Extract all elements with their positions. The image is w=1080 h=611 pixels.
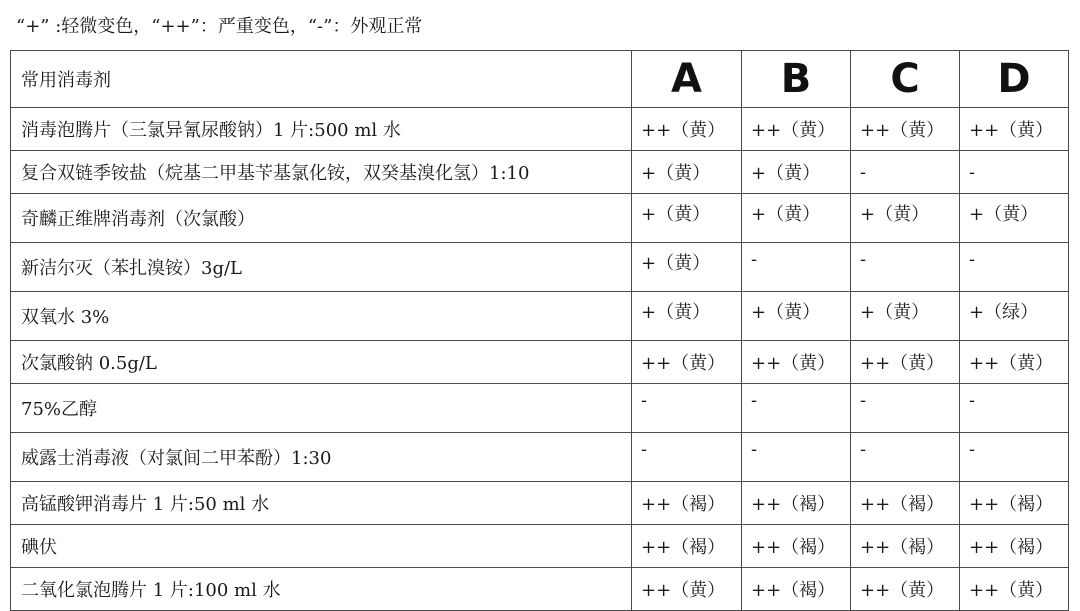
disinfectant-table — [10, 50, 1069, 611]
result-cell-d: ++（褐） — [960, 482, 1069, 525]
result-cell-d: - — [960, 433, 1069, 482]
result-cell-a: ++（黄） — [632, 108, 742, 151]
table-row — [11, 482, 1069, 525]
result-cell-a: +（黄） — [632, 243, 742, 292]
disinfectant-name: 双氧水 3% — [11, 292, 632, 341]
result-cell-b: ++（黄） — [742, 108, 851, 151]
result-cell-b: +（黄） — [742, 292, 851, 341]
result-cell-c: - — [851, 151, 960, 194]
result-cell-d: - — [960, 384, 1069, 433]
disinfectant-name: 碘伏 — [11, 525, 632, 568]
result-cell-a: ++（褐） — [632, 482, 742, 525]
result-cell-b: ++（褐） — [742, 482, 851, 525]
result-cell-c: +（黄） — [851, 194, 960, 243]
table-row — [11, 243, 1069, 292]
disinfectant-name: 消毒泡腾片（三氯异氰尿酸钠）1 片:500 ml 水 — [11, 108, 632, 151]
result-cell-a: +（黄） — [632, 194, 742, 243]
result-cell-d: ++（褐） — [960, 525, 1069, 568]
corner-header: 常用消毒剂 — [11, 51, 632, 108]
result-cell-c: - — [851, 243, 960, 292]
table-row — [11, 194, 1069, 243]
result-cell-a: +（黄） — [632, 292, 742, 341]
column-header-c: C — [851, 51, 960, 108]
result-cell-c: +（黄） — [851, 292, 960, 341]
result-cell-c: ++（黄） — [851, 108, 960, 151]
result-cell-a: ++（黄） — [632, 568, 742, 611]
result-cell-b: ++（褐） — [742, 525, 851, 568]
result-cell-c: ++（褐） — [851, 525, 960, 568]
table-row — [11, 108, 1069, 151]
result-cell-b: - — [742, 384, 851, 433]
header-row — [11, 51, 1069, 108]
disinfectant-name: 二氧化氯泡腾片 1 片:100 ml 水 — [11, 568, 632, 611]
result-cell-d: - — [960, 151, 1069, 194]
table-row — [11, 433, 1069, 482]
column-header-a: A — [632, 51, 742, 108]
result-cell-a: - — [632, 433, 742, 482]
disinfectant-name: 新洁尔灭（苯扎溴铵）3g/L — [11, 243, 632, 292]
result-cell-c: ++（黄） — [851, 568, 960, 611]
column-header-b: B — [742, 51, 851, 108]
result-cell-d: +（黄） — [960, 194, 1069, 243]
disinfectant-name: 次氯酸钠 0.5g/L — [11, 341, 632, 384]
result-cell-b: - — [742, 243, 851, 292]
result-cell-d: ++（黄） — [960, 568, 1069, 611]
column-header-d: D — [960, 51, 1069, 108]
table-row — [11, 151, 1069, 194]
result-cell-d: +（绿） — [960, 292, 1069, 341]
table-row — [11, 384, 1069, 433]
result-cell-c: ++（褐） — [851, 482, 960, 525]
result-cell-b: ++（褐） — [742, 568, 851, 611]
table-row — [11, 292, 1069, 341]
result-cell-b: ++（黄） — [742, 341, 851, 384]
disinfectant-name: 奇麟正维牌消毒剂（次氯酸） — [11, 194, 632, 243]
table-row — [11, 568, 1069, 611]
result-cell-a: ++（褐） — [632, 525, 742, 568]
disinfectant-name: 高锰酸钾消毒片 1 片:50 ml 水 — [11, 482, 632, 525]
result-cell-a: +（黄） — [632, 151, 742, 194]
legend-note: “+” :轻微变色，“++”：严重变色，“-”：外观正常 — [16, 16, 423, 37]
table-row — [11, 525, 1069, 568]
table-row — [11, 341, 1069, 384]
result-cell-b: +（黄） — [742, 151, 851, 194]
disinfectant-name: 复合双链季铵盐（烷基二甲基苄基氯化铵，双癸基溴化氢）1:10 — [11, 151, 632, 194]
result-cell-a: ++（黄） — [632, 341, 742, 384]
disinfectant-name: 75%乙醇 — [11, 384, 632, 433]
result-cell-c: ++（黄） — [851, 341, 960, 384]
disinfectant-name: 威露士消毒液（对氯间二甲苯酚）1:30 — [11, 433, 632, 482]
result-cell-b: +（黄） — [742, 194, 851, 243]
result-cell-b: - — [742, 433, 851, 482]
result-cell-c: - — [851, 433, 960, 482]
result-cell-c: - — [851, 384, 960, 433]
result-cell-a: - — [632, 384, 742, 433]
result-cell-d: ++（黄） — [960, 341, 1069, 384]
result-cell-d: ++（黄） — [960, 108, 1069, 151]
result-cell-d: - — [960, 243, 1069, 292]
